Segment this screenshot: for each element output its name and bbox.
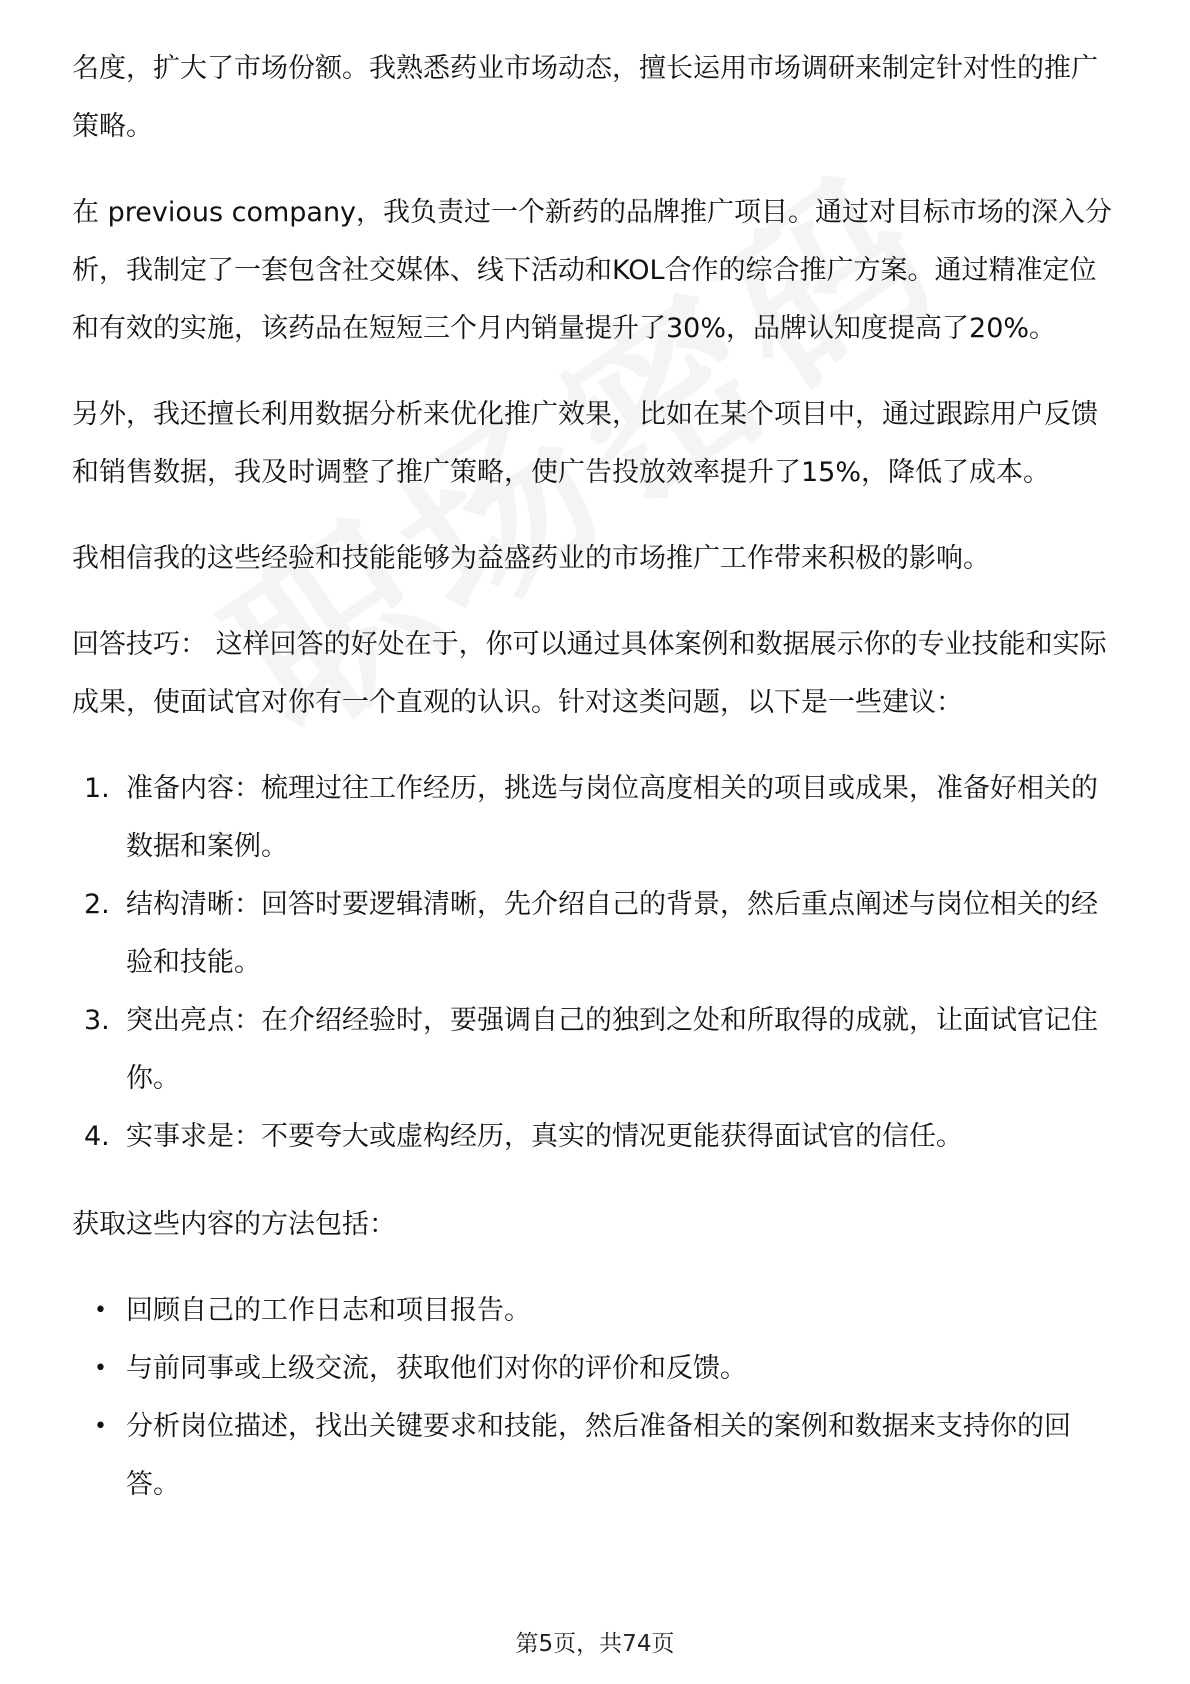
paragraph-project: 在 previous company，我负责过一个新药的品牌推广项目。通过对目标市场的深入分析，我制定了一套包含社交媒体、线下活动和KOL合作的综合推广方案。通过精准定位和有效的实施，该药品在短短三个月内销量提升了30%，品牌认知度提高了20%。 xyxy=(72,197,1113,344)
paragraph-intro: 名度，扩大了市场份额。我熟悉药业市场动态，擅长运用市场调研来制定针对性的推广策略。 xyxy=(72,53,1098,142)
list-item xyxy=(72,1282,1122,1340)
tips-list xyxy=(72,760,1122,1166)
list-item-text: 准备内容：梳理过往工作经历，挑选与岗位高度相关的项目或成果，准备好相关的数据和案例。 xyxy=(126,773,1098,862)
list-number: 3. xyxy=(84,1005,110,1036)
list-item-text: 分析岗位描述，找出关键要求和技能，然后准备相关的案例和数据来支持你的回答。 xyxy=(126,1411,1071,1500)
list-item-text: 回顾自己的工作日志和项目报告。 xyxy=(126,1295,531,1326)
list-item-text: 实事求是：不要夸大或虚构经历，真实的情况更能获得面试官的信任。 xyxy=(126,1121,963,1152)
list-item-text: 与前同事或上级交流，获取他们对你的评价和反馈。 xyxy=(126,1353,747,1384)
bullet-icon: • xyxy=(94,1298,107,1323)
page-content xyxy=(72,40,1122,1544)
list-item xyxy=(72,876,1122,992)
paragraph-answer-tips: 回答技巧： 这样回答的好处在于，你可以通过具体案例和数据展示你的专业技能和实际成果，使面试官对你有一个直观的认识。针对这类问题，以下是一些建议： xyxy=(72,629,1107,718)
list-item xyxy=(72,1108,1122,1166)
list-item xyxy=(72,760,1122,876)
bullet-icon: • xyxy=(94,1356,107,1381)
list-number: 1. xyxy=(84,773,110,804)
list-item xyxy=(72,992,1122,1108)
page-footer: 第5页，共74页 xyxy=(515,1631,675,1657)
paragraph-data-analysis: 另外，我还擅长利用数据分析来优化推广效果，比如在某个项目中，通过跟踪用户反馈和销售数据，我及时调整了推广策略，使广告投放效率提升了15%，降低了成本。 xyxy=(72,399,1098,488)
bullet-icon: • xyxy=(94,1414,107,1439)
list-number: 2. xyxy=(84,889,110,920)
paragraph-conclusion: 我相信我的这些经验和技能能够为益盛药业的市场推广工作带来积极的影响。 xyxy=(72,543,990,574)
list-item xyxy=(72,1340,1122,1398)
list-item-text: 结构清晰：回答时要逻辑清晰，先介绍自己的背景，然后重点阐述与岗位相关的经验和技能。 xyxy=(126,889,1098,978)
list-number: 4. xyxy=(84,1121,110,1152)
list-item-text: 突出亮点：在介绍经验时，要强调自己的独到之处和所取得的成就，让面试官记住你。 xyxy=(126,1005,1098,1094)
methods-list xyxy=(72,1282,1122,1514)
list-item xyxy=(72,1398,1122,1514)
paragraph-methods-intro: 获取这些内容的方法包括： xyxy=(72,1209,396,1240)
